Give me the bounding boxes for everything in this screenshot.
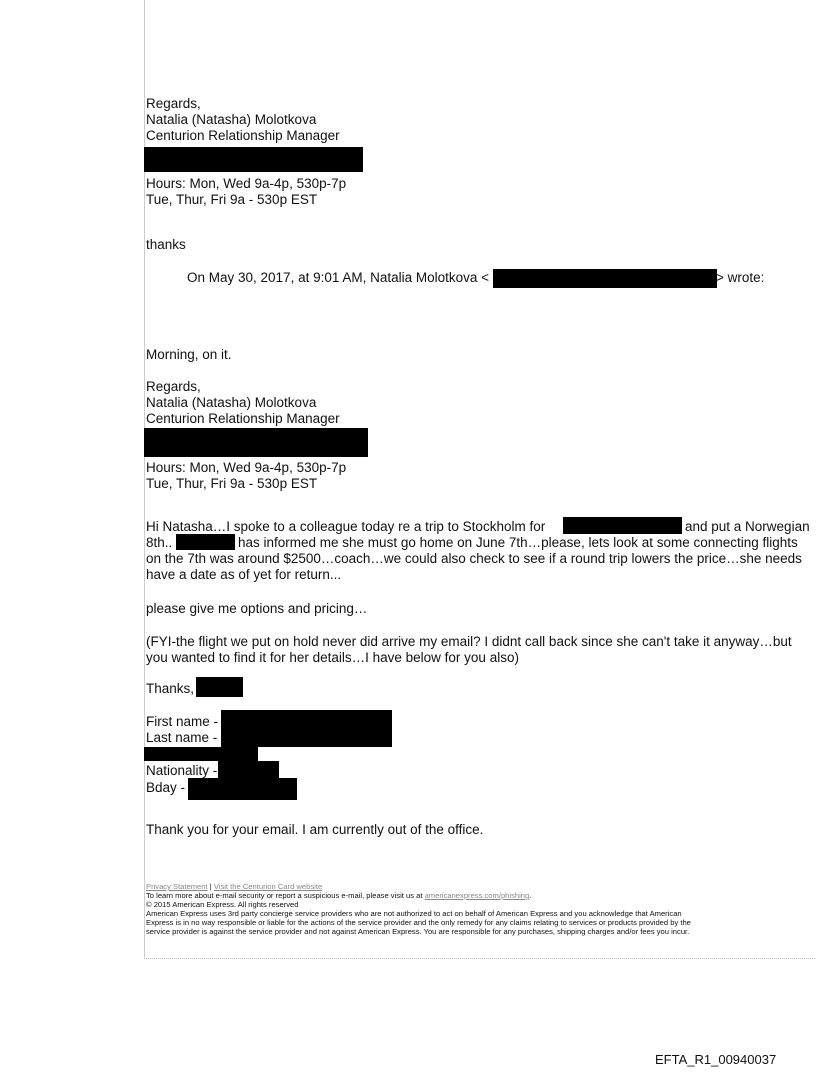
link-separator: |	[207, 882, 214, 891]
body-options: please give me options and pricing…	[146, 601, 368, 616]
document-id: EFTA_R1_00940037	[655, 1052, 777, 1067]
sig1-title: Centurion Relationship Manager	[146, 128, 340, 143]
sig1-regards: Regards,	[146, 96, 201, 111]
sig2-name: Natalia (Natasha) Molotkova	[146, 395, 317, 410]
detail-first-name: First name -	[146, 714, 219, 729]
sig2-hours1: Hours: Mon, Wed 9a-4p, 530p-7p	[146, 460, 347, 475]
learn-more-text: To learn more about e-mail security or report a suspicious e-mail, please visit us at	[146, 891, 425, 900]
sig1-hours2: Tue, Thur, Fri 9a - 530p EST	[146, 192, 318, 207]
redaction-block	[144, 747, 258, 761]
sig2-title: Centurion Relationship Manager	[146, 411, 340, 426]
centurion-website-link[interactable]: Visit the Centurion Card website	[213, 882, 323, 891]
quote-header-suffix: > wrote:	[716, 270, 765, 285]
body-line-1b: and put a Norwegian	[685, 519, 810, 534]
reply-thanks: thanks	[146, 237, 186, 252]
sig2-hours2: Tue, Thur, Fri 9a - 530p EST	[146, 476, 318, 491]
body-fyi-1: (FYI-the flight we put on hold never did arrive my email? I didnt call back since she can't take it anyway…but	[146, 634, 792, 649]
redaction-block	[563, 517, 682, 534]
detail-bday: Bday -	[146, 780, 186, 795]
redaction-block	[188, 778, 297, 800]
body-thanks: Thanks,	[146, 681, 195, 696]
redaction-block	[144, 147, 363, 172]
body-line-4: have a date as of yet for return...	[146, 567, 342, 582]
legal-disclaimer-3: service provider is against the service provider and not against American Express. You are responsible for any purchases, shipping charges and/or fees you incur.	[146, 927, 690, 936]
phishing-link[interactable]: americanexpress.com/phishing	[424, 891, 530, 900]
sig1-name: Natalia (Natasha) Molotkova	[146, 112, 317, 127]
morning-text: Morning, on it.	[146, 347, 232, 362]
legal-copyright: © 2015 American Express. All rights reserved	[146, 900, 299, 909]
body-line-2a: 8th..	[146, 535, 173, 550]
redaction-block	[221, 710, 392, 747]
redaction-block	[176, 534, 235, 550]
privacy-statement-link[interactable]: Privacy Statement	[146, 882, 208, 891]
body-line-3: on the 7th was around $2500…coach…we could also check to see if a round trip lowers the price…she needs	[146, 551, 802, 566]
redaction-block	[144, 428, 368, 457]
detail-nationality: Nationality -	[146, 763, 218, 778]
redaction-block	[493, 269, 717, 288]
legal-disclaimer-2: Express is in no way responsible or liable for the actions of the service provider and the only remedy for any claims relating to services or products provided by the	[146, 918, 691, 927]
sig1-hours1: Hours: Mon, Wed 9a-4p, 530p-7p	[146, 176, 347, 191]
learn-more-end: .	[529, 891, 532, 900]
legal-links	[146, 882, 322, 891]
body-line-2b: has informed me she must go home on June 7th…please, lets look at some connecting flights	[238, 535, 798, 550]
body-fyi-2: you wanted to find it for her details…I have below for you also)	[146, 650, 519, 665]
redaction-block	[196, 677, 243, 697]
legal-learn-more	[146, 891, 531, 900]
legal-disclaimer-1: American Express uses 3rd party concierge service providers who are not authorized to act on behalf of American Express and you acknowledge that American	[146, 909, 682, 918]
body-line-1a: Hi Natasha…I spoke to a colleague today re a trip to Stockholm for	[146, 519, 546, 534]
detail-last-name: Last name -	[146, 730, 218, 745]
out-of-office: Thank you for your email. I am currently out of the office.	[146, 822, 484, 837]
redaction-block	[218, 761, 279, 778]
sig2-regards: Regards,	[146, 379, 201, 394]
quote-header-prefix: On May 30, 2017, at 9:01 AM, Natalia Molotkova <	[187, 270, 490, 285]
